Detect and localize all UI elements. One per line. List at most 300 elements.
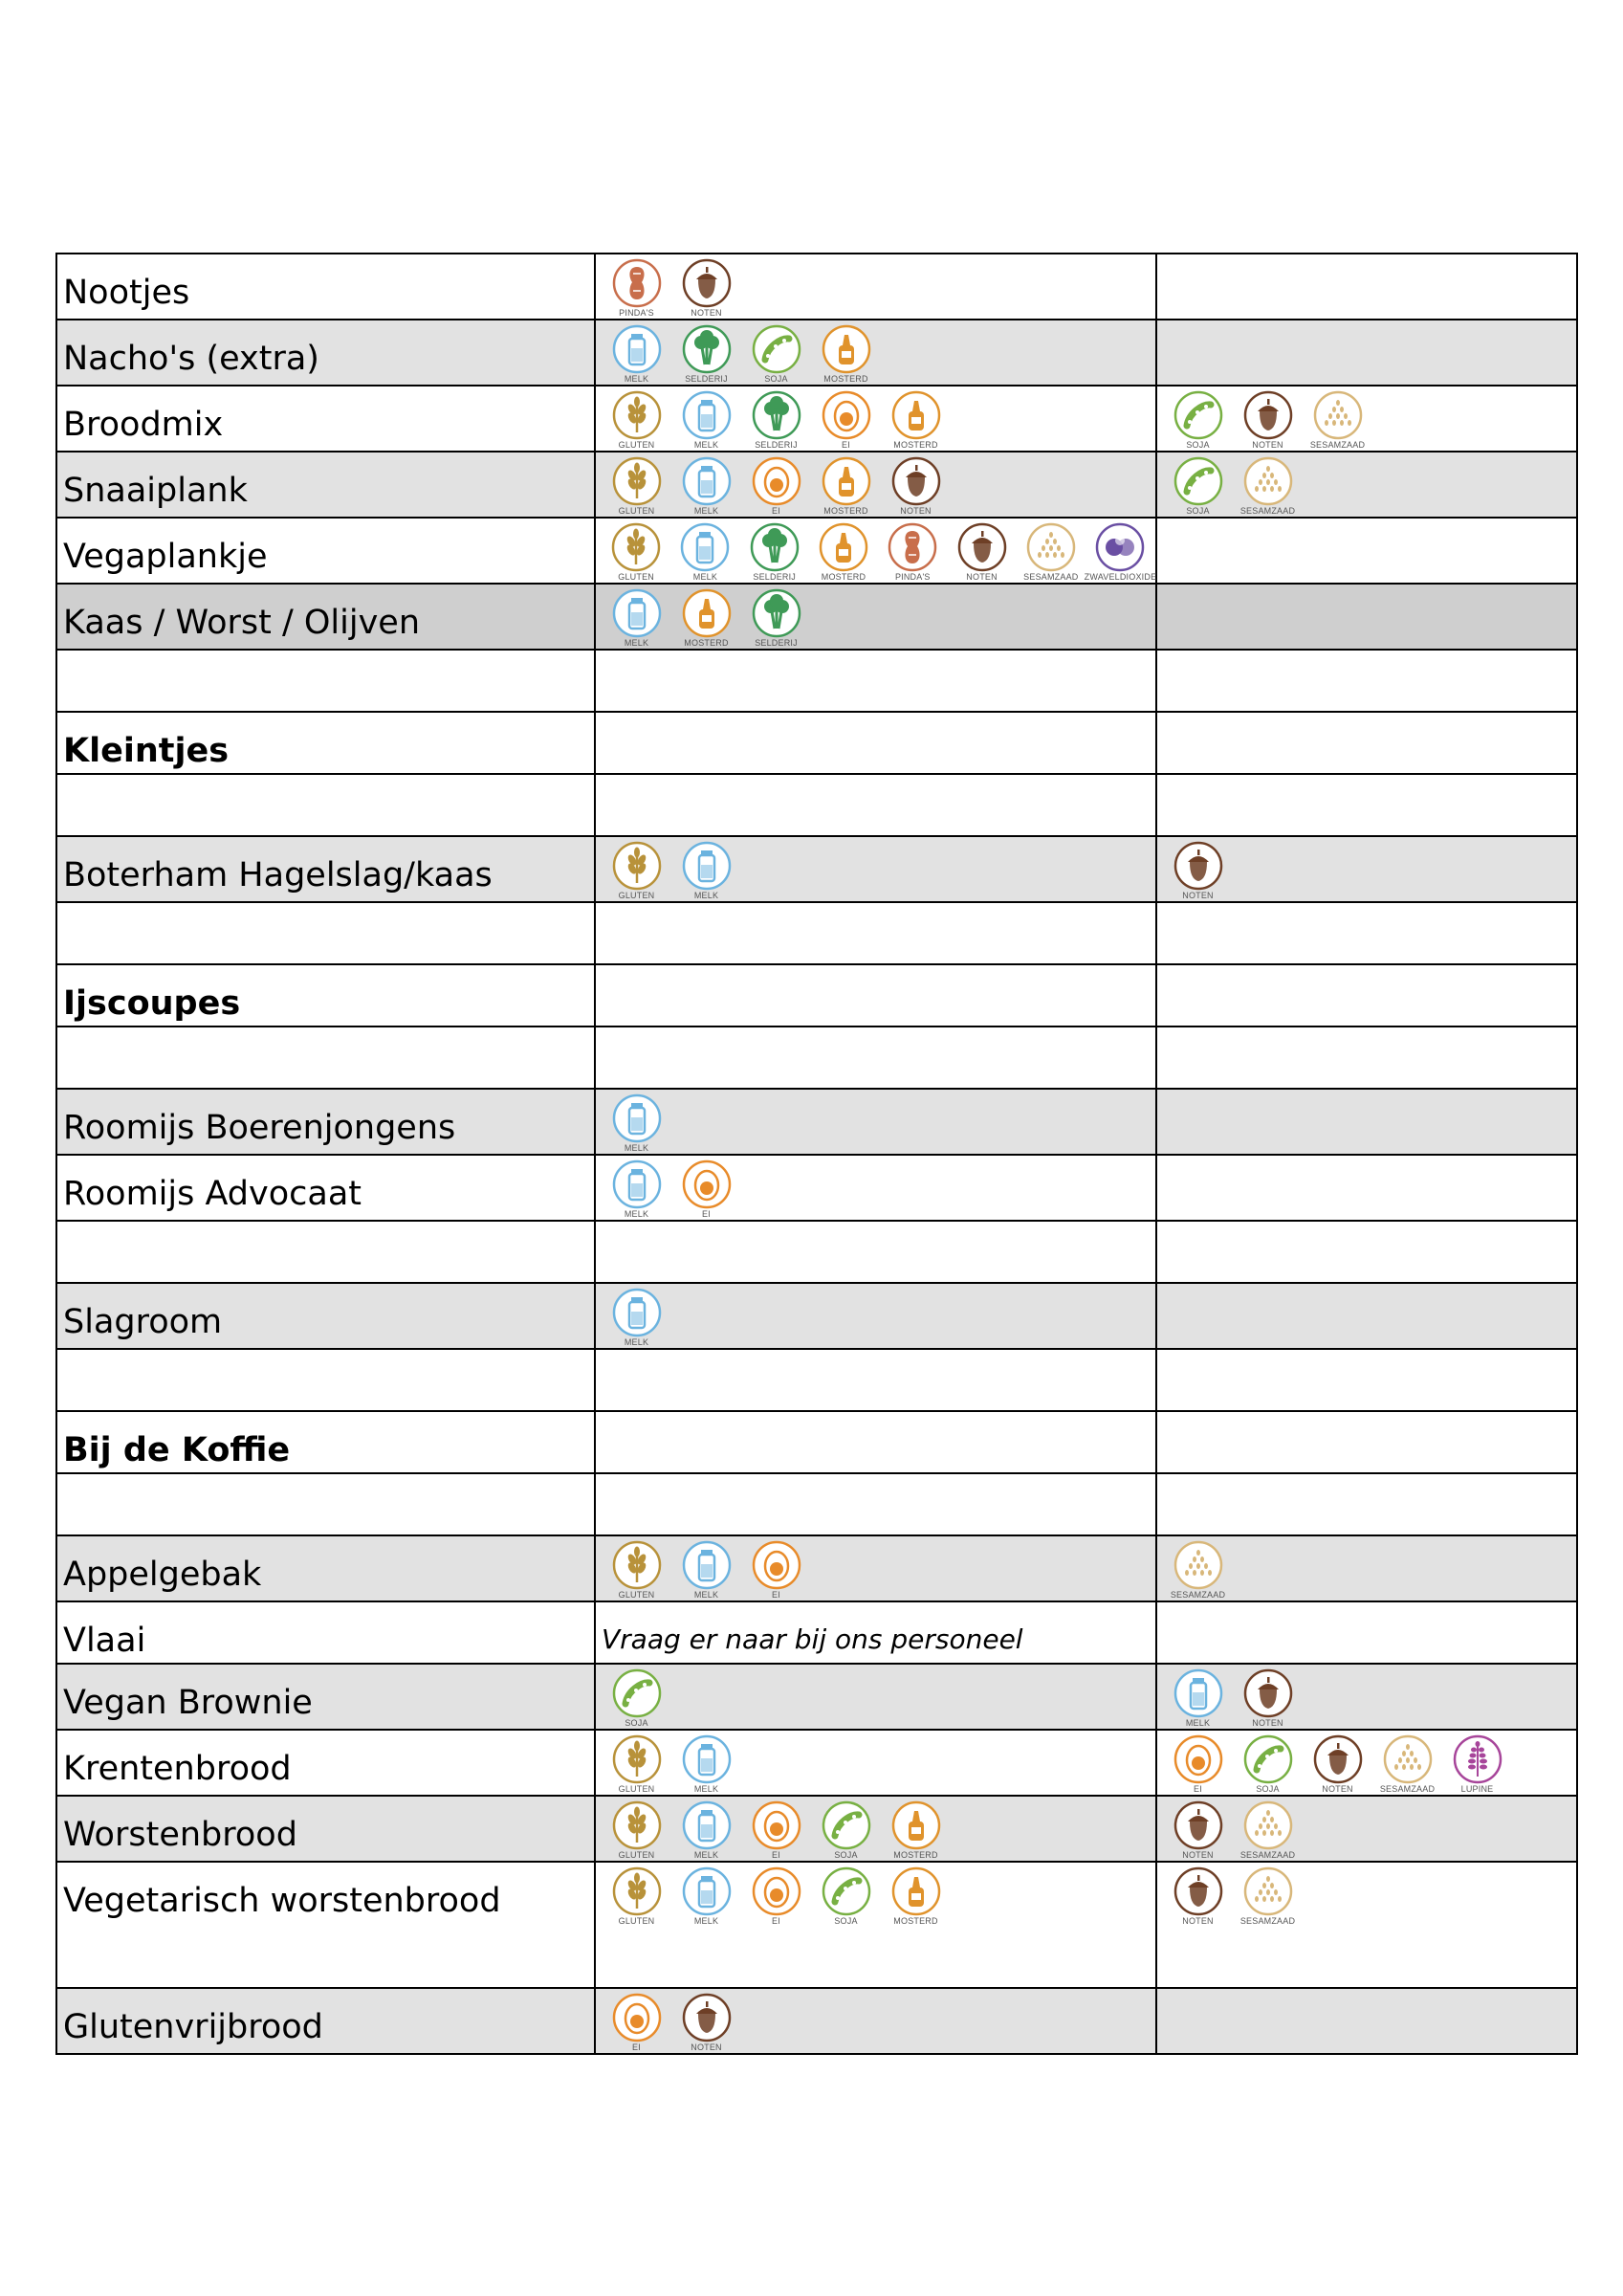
allergen-label: SOJA (1186, 440, 1210, 450)
melk-icon (612, 588, 662, 638)
soja-allergen (1233, 1734, 1303, 1795)
allergen-icons (596, 1090, 1155, 1154)
soja-icon (822, 1800, 871, 1850)
allergens-cell (595, 836, 1156, 902)
gluten-allergen (602, 841, 671, 901)
melk-allergen (670, 522, 739, 583)
melk-allergen (671, 1800, 741, 1861)
allergen-icons (596, 1156, 1155, 1220)
allergens-cell (595, 584, 1156, 650)
traces-cell (1156, 386, 1577, 452)
product-name (57, 1350, 594, 1369)
table-row (56, 1664, 1577, 1730)
table-row (56, 1027, 1577, 1089)
melk-icon (612, 1288, 662, 1337)
table-row (56, 1349, 1577, 1411)
sesamzaad-allergen (1233, 1866, 1303, 1927)
mosterd-icon (682, 588, 732, 638)
product-cell (56, 902, 595, 964)
table-row (56, 964, 1577, 1027)
mosterd-icon (891, 1800, 941, 1850)
product-cell (56, 836, 595, 902)
melk-icon (682, 390, 732, 440)
table-row (56, 1473, 1577, 1535)
allergen-label: LUPINE (1460, 1784, 1494, 1794)
allergens-cell (595, 518, 1156, 584)
product-name: Roomijs Advocaat (63, 1175, 362, 1213)
allergen-icons (596, 1731, 1155, 1795)
gluten-allergen (602, 1866, 671, 1927)
product-name (57, 651, 594, 670)
allergen-label: MOSTERD (821, 572, 866, 582)
allergens-cell (595, 386, 1156, 452)
traces-cell (1156, 254, 1577, 320)
mosterd-allergen (811, 324, 881, 385)
ei-icon (612, 1993, 662, 2042)
allergen-table (55, 253, 1578, 2055)
allergen-label: EI (772, 1590, 780, 1600)
ei-icon (822, 390, 871, 440)
allergens-cell (595, 1730, 1156, 1796)
table-row (56, 452, 1577, 518)
sesamzaad-icon (1173, 1540, 1223, 1590)
traces-cell (1156, 518, 1577, 584)
product-cell (56, 1283, 595, 1349)
noten-allergen (1233, 1668, 1303, 1729)
soja-allergen (602, 1668, 671, 1729)
noten-icon (1173, 841, 1223, 891)
traces-cell (1156, 1535, 1577, 1601)
product-cell (56, 1411, 595, 1473)
table-row (56, 1862, 1577, 1988)
product-cell (56, 1796, 595, 1862)
product-name: Glutenvrijbrood (63, 2008, 323, 2046)
gluten-icon (612, 841, 662, 891)
sesamzaad-allergen (1372, 1734, 1442, 1795)
traces-cell (1156, 1349, 1577, 1411)
traces-cell (1156, 836, 1577, 902)
allergen-icons (1157, 1665, 1576, 1729)
ei-allergen (1163, 1734, 1233, 1795)
product-name: Boterham Hagelslag/kaas (63, 856, 493, 894)
soja-icon (822, 1866, 871, 1916)
ei-icon (752, 456, 801, 506)
melk-allergen (671, 456, 741, 517)
zwaveldioxide-allergen (1086, 522, 1155, 583)
allergens-cell (595, 1155, 1156, 1221)
noten-icon (1173, 1866, 1223, 1916)
gluten-icon (612, 390, 662, 440)
ei-allergen (811, 390, 881, 451)
allergen-icons (596, 453, 1155, 517)
noten-allergen (1163, 1800, 1233, 1861)
allergen-icons (1157, 386, 1576, 451)
allergen-icons (596, 1284, 1155, 1348)
ei-allergen (741, 1540, 811, 1601)
allergen-icons (1157, 1797, 1576, 1861)
allergen-label: MOSTERD (823, 506, 868, 516)
allergen-label: NOTEN (691, 308, 722, 318)
product-name (57, 1222, 594, 1241)
allergen-label: SESAMZAAD (1170, 1590, 1226, 1600)
allergens-cell (595, 964, 1156, 1027)
melk-allergen (671, 1866, 741, 1927)
table-row (56, 1155, 1577, 1221)
melk-allergen (602, 324, 671, 385)
section-heading: Kleintjes (63, 732, 230, 770)
pinda-icon (888, 522, 937, 572)
table-row (56, 1730, 1577, 1796)
allergens-cell (595, 320, 1156, 386)
allergen-label: SESAMZAAD (1239, 1916, 1296, 1926)
gluten-allergen (602, 456, 671, 517)
product-name: Worstenbrood (63, 1816, 297, 1854)
allergens-cell (595, 1601, 1156, 1664)
lupine-icon (1453, 1734, 1502, 1784)
product-name: Vegaplankje (63, 538, 268, 576)
mosterd-icon (822, 456, 871, 506)
ei-allergen (741, 1866, 811, 1927)
table-row (56, 1089, 1577, 1155)
table-row (56, 1796, 1577, 1862)
allergens-cell (595, 1664, 1156, 1730)
allergen-label: SELDERIJ (755, 638, 798, 648)
allergen-label: GLUTEN (618, 1850, 655, 1860)
allergens-cell (595, 1027, 1156, 1089)
gluten-allergen (602, 1800, 671, 1861)
allergens-cell (595, 254, 1156, 320)
allergens-cell (595, 712, 1156, 774)
allergens-cell (595, 1473, 1156, 1535)
noten-icon (1173, 1800, 1223, 1850)
allergens-cell (595, 1411, 1156, 1473)
traces-cell (1156, 774, 1577, 836)
gluten-icon (612, 1540, 662, 1590)
melk-allergen (671, 1734, 741, 1795)
noten-allergen (1303, 1734, 1372, 1795)
melk-icon (1173, 1668, 1223, 1718)
allergen-icons (1157, 837, 1576, 901)
table-row (56, 1601, 1577, 1664)
selderij-icon (750, 522, 800, 572)
soja-icon (612, 1668, 662, 1718)
allergen-label: NOTEN (1182, 891, 1214, 900)
gluten-icon (612, 1734, 662, 1784)
table-body (56, 254, 1577, 2054)
product-cell (56, 1988, 595, 2054)
mosterd-allergen (671, 588, 741, 649)
allergen-label: SESAMZAAD (1309, 440, 1366, 450)
ei-icon (752, 1800, 801, 1850)
noten-icon (1313, 1734, 1363, 1784)
allergen-label: ZWAVELDIOXIDE (1084, 572, 1157, 582)
mosterd-allergen (809, 522, 878, 583)
staff-note: Vraag er naar bij ons personeel (602, 1623, 1023, 1655)
melk-allergen (602, 1159, 671, 1220)
allergen-icons (596, 1863, 1155, 1927)
product-name: Krentenbrood (63, 1750, 292, 1788)
sesamzaad-icon (1243, 1800, 1293, 1850)
traces-cell (1156, 1473, 1577, 1535)
sesamzaad-icon (1243, 456, 1293, 506)
mosterd-icon (891, 390, 941, 440)
allergen-label: MELK (693, 1590, 719, 1600)
noten-allergen (671, 1993, 741, 2053)
allergen-icons (596, 585, 1155, 649)
product-name (57, 1474, 594, 1493)
pinda-allergen (602, 258, 671, 319)
product-name (57, 775, 594, 794)
traces-cell (1156, 1221, 1577, 1283)
mosterd-icon (891, 1866, 941, 1916)
allergens-cell (595, 1862, 1156, 1988)
melk-allergen (602, 1288, 671, 1348)
table-row (56, 1221, 1577, 1283)
allergen-label: GLUTEN (618, 440, 655, 450)
allergen-icons (1157, 1731, 1576, 1795)
mosterd-icon (819, 522, 868, 572)
allergens-cell (595, 1796, 1156, 1862)
allergen-label: EI (842, 440, 850, 450)
melk-icon (682, 1734, 732, 1784)
allergen-icons (1157, 1863, 1576, 1927)
product-cell (56, 650, 595, 712)
allergen-label: SELDERIJ (685, 374, 728, 384)
selderij-allergen (741, 588, 811, 649)
traces-cell (1156, 650, 1577, 712)
allergen-label: MOSTERD (893, 440, 938, 450)
ei-icon (1173, 1734, 1223, 1784)
product-cell (56, 964, 595, 1027)
table-row (56, 902, 1577, 964)
allergen-label: NOTEN (1182, 1916, 1214, 1926)
allergen-label: SOJA (834, 1850, 858, 1860)
soja-icon (1173, 456, 1223, 506)
allergens-cell (595, 1221, 1156, 1283)
product-cell (56, 584, 595, 650)
noten-icon (1243, 1668, 1293, 1718)
allergen-label: MELK (624, 638, 649, 648)
gluten-allergen (602, 390, 671, 451)
product-cell (56, 1473, 595, 1535)
ei-icon (752, 1540, 801, 1590)
section-heading: Ijscoupes (63, 984, 241, 1023)
sesamzaad-icon (1026, 522, 1076, 572)
product-cell (56, 774, 595, 836)
traces-cell (1156, 1730, 1577, 1796)
gluten-icon (612, 456, 662, 506)
melk-icon (682, 1866, 732, 1916)
product-name: Nootjes (63, 274, 190, 312)
product-cell (56, 1664, 595, 1730)
product-cell (56, 386, 595, 452)
selderij-icon (682, 324, 732, 374)
allergen-label: MELK (624, 1143, 649, 1153)
sesamzaad-icon (1313, 390, 1363, 440)
sesamzaad-allergen (1233, 456, 1303, 517)
pinda-icon (612, 258, 662, 308)
mosterd-allergen (881, 390, 951, 451)
allergen-label: SESAMZAAD (1023, 572, 1079, 582)
allergen-label: EI (772, 1916, 780, 1926)
melk-allergen (1163, 1668, 1233, 1729)
soja-icon (752, 324, 801, 374)
sesamzaad-icon (1243, 1866, 1293, 1916)
product-cell (56, 1349, 595, 1411)
table-row (56, 1283, 1577, 1349)
allergens-cell (595, 774, 1156, 836)
allergen-label: MOSTERD (823, 374, 868, 384)
allergen-label: SOJA (625, 1718, 648, 1728)
allergen-label: GLUTEN (618, 572, 654, 582)
allergen-icons (596, 320, 1155, 385)
selderij-icon (752, 588, 801, 638)
traces-cell (1156, 1411, 1577, 1473)
melk-allergen (671, 1540, 741, 1601)
allergen-label: NOTEN (691, 2042, 722, 2052)
product-cell (56, 1089, 595, 1155)
allergen-icons (596, 386, 1155, 451)
allergens-cell (595, 1349, 1156, 1411)
product-name: Vegan Brownie (63, 1684, 313, 1722)
allergens-cell (595, 1988, 1156, 2054)
sesamzaad-allergen (1163, 1540, 1233, 1601)
product-cell (56, 1862, 595, 1988)
allergen-label: MELK (693, 440, 719, 450)
ei-allergen (741, 1800, 811, 1861)
allergen-label: EI (772, 1850, 780, 1860)
allergens-cell (595, 1089, 1156, 1155)
product-name: Nacho's (extra) (63, 340, 319, 378)
allergen-label: GLUTEN (618, 1590, 655, 1600)
traces-cell (1156, 320, 1577, 386)
product-name: Roomijs Boerenjongens (63, 1109, 456, 1147)
allergen-label: MELK (693, 1784, 719, 1794)
product-cell (56, 1601, 595, 1664)
allergen-label: GLUTEN (618, 891, 655, 900)
product-name: Vegetarisch worstenbrood (63, 1882, 501, 1920)
gluten-allergen (602, 1734, 671, 1795)
product-name: Snaaiplank (63, 472, 248, 510)
allergen-label: NOTEN (1252, 440, 1283, 450)
table-row (56, 836, 1577, 902)
product-name (57, 1027, 594, 1047)
noten-allergen (671, 258, 741, 319)
allergen-label: MOSTERD (684, 638, 729, 648)
gluten-icon (612, 1866, 662, 1916)
allergen-label: PINDA'S (619, 308, 654, 318)
traces-cell (1156, 1089, 1577, 1155)
allergen-label: MELK (624, 1337, 649, 1347)
noten-allergen (947, 522, 1016, 583)
product-cell (56, 1221, 595, 1283)
allergen-icons (596, 1536, 1155, 1601)
allergen-label: MOSTERD (893, 1916, 938, 1926)
allergens-cell (595, 1283, 1156, 1349)
noten-allergen (1163, 841, 1233, 901)
melk-icon (682, 1800, 732, 1850)
soja-icon (1173, 390, 1223, 440)
allergen-label: MELK (1185, 1718, 1211, 1728)
allergen-label: MELK (693, 1850, 719, 1860)
traces-cell (1156, 1283, 1577, 1349)
allergen-label: SOJA (834, 1916, 858, 1926)
noten-icon (1243, 390, 1293, 440)
lupine-allergen (1442, 1734, 1512, 1795)
allergen-label: MELK (693, 1916, 719, 1926)
zwaveldioxide-icon (1095, 522, 1145, 572)
allergen-label: NOTEN (1322, 1784, 1353, 1794)
sesamzaad-allergen (1017, 522, 1086, 583)
allergen-label: NOTEN (966, 572, 998, 582)
table-row (56, 518, 1577, 584)
table-row (56, 1988, 1577, 2054)
allergen-label: GLUTEN (618, 506, 655, 516)
allergen-icons (596, 1797, 1155, 1861)
product-cell (56, 452, 595, 518)
selderij-allergen (671, 324, 741, 385)
allergen-label: MELK (692, 572, 718, 582)
allergen-label: SELDERIJ (755, 440, 798, 450)
allergen-label: MELK (624, 1209, 649, 1219)
product-cell (56, 518, 595, 584)
section-heading: Bij de Koffie (63, 1431, 291, 1469)
allergen-label: SESAMZAAD (1379, 1784, 1436, 1794)
soja-allergen (1163, 456, 1233, 517)
table-row (56, 584, 1577, 650)
gluten-allergen (602, 522, 670, 583)
allergen-label: NOTEN (1252, 1718, 1283, 1728)
ei-allergen (741, 456, 811, 517)
sesamzaad-icon (1383, 1734, 1433, 1784)
table-row (56, 1535, 1577, 1601)
product-name: Vlaai (63, 1622, 146, 1660)
traces-cell (1156, 1862, 1577, 1988)
allergens-cell (595, 902, 1156, 964)
allergen-icons (1157, 1536, 1576, 1601)
allergen-label: PINDA'S (894, 572, 931, 582)
allergen-label: GLUTEN (618, 1784, 655, 1794)
table-row (56, 1411, 1577, 1473)
product-cell (56, 1730, 595, 1796)
ei-allergen (671, 1159, 741, 1220)
melk-icon (682, 1540, 732, 1590)
selderij-allergen (741, 390, 811, 451)
melk-icon (612, 1159, 662, 1209)
ei-icon (682, 1159, 732, 1209)
product-name: Kaas / Worst / Olijven (63, 604, 421, 642)
selderij-icon (752, 390, 801, 440)
noten-icon (957, 522, 1007, 572)
allergen-label: GLUTEN (618, 1916, 655, 1926)
allergens-cell (595, 1535, 1156, 1601)
gluten-icon (612, 1800, 662, 1850)
product-cell (56, 254, 595, 320)
gluten-allergen (602, 1540, 671, 1601)
allergen-label: SELDERIJ (753, 572, 797, 582)
mosterd-allergen (811, 456, 881, 517)
allergen-label: MELK (624, 374, 649, 384)
product-name: Appelgebak (63, 1556, 262, 1594)
traces-cell (1156, 1601, 1577, 1664)
product-cell (56, 1027, 595, 1089)
traces-cell (1156, 584, 1577, 650)
melk-icon (682, 841, 732, 891)
traces-cell (1156, 712, 1577, 774)
allergen-label: MOSTERD (893, 1850, 938, 1860)
sesamzaad-allergen (1303, 390, 1372, 451)
traces-cell (1156, 452, 1577, 518)
